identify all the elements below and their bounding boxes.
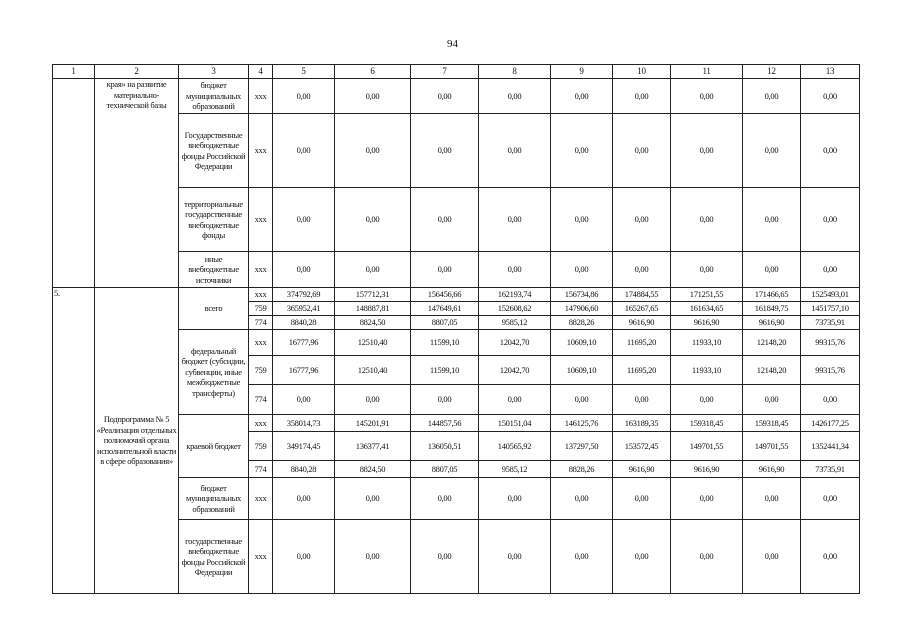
value-cell: 8807,05 xyxy=(411,316,479,330)
value-cell: 12148,20 xyxy=(743,356,801,385)
value-cell: 0,00 xyxy=(411,478,479,520)
value-cell: 0,00 xyxy=(411,114,479,188)
code-cell: ххх xyxy=(249,330,273,356)
code-cell: 774 xyxy=(249,461,273,478)
value-cell: 0,00 xyxy=(671,520,743,594)
funding-source: краевой бюджет xyxy=(179,415,249,478)
value-cell: 0,00 xyxy=(335,188,411,252)
value-cell: 0,00 xyxy=(801,79,860,114)
value-cell: 16777,96 xyxy=(273,356,335,385)
column-header: 12 xyxy=(743,65,801,79)
value-cell: 9585,12 xyxy=(479,316,551,330)
value-cell: 156734,86 xyxy=(551,288,613,302)
value-cell: 0,00 xyxy=(411,520,479,594)
page-number: 94 xyxy=(447,38,458,50)
value-cell: 137297,50 xyxy=(551,432,613,461)
value-cell: 0,00 xyxy=(551,79,613,114)
program-name: Подпрограмма № 5 «Реализация отдельных полномочий органа исполнительной власти в сфере образования» xyxy=(95,288,179,594)
value-cell: 0,00 xyxy=(743,79,801,114)
funding-source: Государственные внебюджетные фонды Российской Федерации xyxy=(179,114,249,188)
value-cell: 0,00 xyxy=(273,114,335,188)
value-cell: 0,00 xyxy=(335,252,411,288)
value-cell: 159318,45 xyxy=(671,415,743,432)
value-cell: 149701,55 xyxy=(743,432,801,461)
value-cell: 165267,65 xyxy=(613,302,671,316)
value-cell: 11599,10 xyxy=(411,356,479,385)
value-cell: 1352441,34 xyxy=(801,432,860,461)
value-cell: 148887,81 xyxy=(335,302,411,316)
value-cell: 161634,65 xyxy=(671,302,743,316)
funding-source: всего xyxy=(179,288,249,330)
funding-source: иные внебюджетные источники xyxy=(179,252,249,288)
column-header: 10 xyxy=(613,65,671,79)
code-cell: 759 xyxy=(249,356,273,385)
value-cell: 12042,70 xyxy=(479,356,551,385)
code-cell: 759 xyxy=(249,302,273,316)
code-cell: ххх xyxy=(249,478,273,520)
column-header: 8 xyxy=(479,65,551,79)
value-cell: 0,00 xyxy=(743,252,801,288)
row-number-cell: 5. xyxy=(53,288,95,594)
value-cell: 8824,50 xyxy=(335,316,411,330)
value-cell: 140565,92 xyxy=(479,432,551,461)
value-cell: 99315,76 xyxy=(801,330,860,356)
value-cell: 365952,41 xyxy=(273,302,335,316)
value-cell: 0,00 xyxy=(335,79,411,114)
value-cell: 0,00 xyxy=(743,114,801,188)
row-number-cell xyxy=(53,79,95,288)
code-cell: ххх xyxy=(249,79,273,114)
value-cell: 8840,28 xyxy=(273,461,335,478)
value-cell: 0,00 xyxy=(743,520,801,594)
code-cell: ххх xyxy=(249,252,273,288)
value-cell: 8840,28 xyxy=(273,316,335,330)
value-cell: 1525493,01 xyxy=(801,288,860,302)
column-header: 13 xyxy=(801,65,860,79)
value-cell: 0,00 xyxy=(411,385,479,415)
value-cell: 0,00 xyxy=(801,188,860,252)
value-cell: 0,00 xyxy=(613,114,671,188)
value-cell: 11695,20 xyxy=(613,330,671,356)
value-cell: 9616,90 xyxy=(743,316,801,330)
column-header: 3 xyxy=(179,65,249,79)
value-cell: 0,00 xyxy=(551,478,613,520)
value-cell: 0,00 xyxy=(743,385,801,415)
code-cell: ххх xyxy=(249,415,273,432)
value-cell: 12042,70 xyxy=(479,330,551,356)
value-cell: 136377,41 xyxy=(335,432,411,461)
value-cell: 73735,91 xyxy=(801,316,860,330)
code-cell: 774 xyxy=(249,385,273,415)
value-cell: 9585,12 xyxy=(479,461,551,478)
value-cell: 146125,76 xyxy=(551,415,613,432)
value-cell: 0,00 xyxy=(671,478,743,520)
value-cell: 0,00 xyxy=(613,188,671,252)
value-cell: 1426177,25 xyxy=(801,415,860,432)
budget-table xyxy=(52,64,860,594)
value-cell: 0,00 xyxy=(335,385,411,415)
value-cell: 9616,90 xyxy=(613,461,671,478)
value-cell: 9616,90 xyxy=(613,316,671,330)
funding-source: бюджет муниципальных образований xyxy=(179,478,249,520)
value-cell: 0,00 xyxy=(613,79,671,114)
value-cell: 0,00 xyxy=(551,520,613,594)
value-cell: 147906,60 xyxy=(551,302,613,316)
value-cell: 10609,10 xyxy=(551,330,613,356)
value-cell: 0,00 xyxy=(743,478,801,520)
value-cell: 9616,90 xyxy=(671,316,743,330)
code-cell: ххх xyxy=(249,188,273,252)
value-cell: 11933,10 xyxy=(671,330,743,356)
value-cell: 73735,91 xyxy=(801,461,860,478)
code-cell: 774 xyxy=(249,316,273,330)
value-cell: 136050,51 xyxy=(411,432,479,461)
value-cell: 0,00 xyxy=(479,520,551,594)
value-cell: 0,00 xyxy=(551,188,613,252)
value-cell: 9616,90 xyxy=(671,461,743,478)
value-cell: 0,00 xyxy=(335,114,411,188)
value-cell: 0,00 xyxy=(671,252,743,288)
value-cell: 150151,04 xyxy=(479,415,551,432)
value-cell: 0,00 xyxy=(671,385,743,415)
value-cell: 11695,20 xyxy=(613,356,671,385)
value-cell: 0,00 xyxy=(551,252,613,288)
value-cell: 0,00 xyxy=(801,385,860,415)
column-header: 11 xyxy=(671,65,743,79)
value-cell: 145201,91 xyxy=(335,415,411,432)
value-cell: 8807,05 xyxy=(411,461,479,478)
value-cell: 0,00 xyxy=(479,385,551,415)
funding-source: бюджет муниципальных образований xyxy=(179,79,249,114)
value-cell: 11933,10 xyxy=(671,356,743,385)
value-cell: 0,00 xyxy=(273,520,335,594)
value-cell: 152608,62 xyxy=(479,302,551,316)
value-cell: 157712,31 xyxy=(335,288,411,302)
value-cell: 0,00 xyxy=(801,252,860,288)
value-cell: 162193,74 xyxy=(479,288,551,302)
header-row xyxy=(53,65,860,79)
value-cell: 0,00 xyxy=(273,188,335,252)
value-cell: 161849,75 xyxy=(743,302,801,316)
value-cell: 0,00 xyxy=(551,385,613,415)
value-cell: 8828,26 xyxy=(551,316,613,330)
code-cell: ххх xyxy=(249,520,273,594)
value-cell: 0,00 xyxy=(273,79,335,114)
value-cell: 0,00 xyxy=(801,520,860,594)
value-cell: 0,00 xyxy=(411,188,479,252)
value-cell: 0,00 xyxy=(613,385,671,415)
value-cell: 9616,90 xyxy=(743,461,801,478)
value-cell: 11599,10 xyxy=(411,330,479,356)
funding-source: федеральный бюджет (субсидии, субвенции, иные межбюджетные трансферты) xyxy=(179,330,249,415)
value-cell: 156456,66 xyxy=(411,288,479,302)
value-cell: 0,00 xyxy=(479,188,551,252)
value-cell: 0,00 xyxy=(613,478,671,520)
value-cell: 0,00 xyxy=(335,520,411,594)
value-cell: 349174,45 xyxy=(273,432,335,461)
value-cell: 0,00 xyxy=(273,252,335,288)
value-cell: 0,00 xyxy=(551,114,613,188)
value-cell: 8828,26 xyxy=(551,461,613,478)
value-cell: 171466,65 xyxy=(743,288,801,302)
value-cell: 0,00 xyxy=(335,478,411,520)
funding-source: государственные внебюджетные фонды Российской Федерации xyxy=(179,520,249,594)
value-cell: 99315,76 xyxy=(801,356,860,385)
code-cell: ххх xyxy=(249,114,273,188)
value-cell: 0,00 xyxy=(743,188,801,252)
value-cell: 16777,96 xyxy=(273,330,335,356)
table-row xyxy=(53,79,860,114)
value-cell: 1451757,10 xyxy=(801,302,860,316)
column-header: 6 xyxy=(335,65,411,79)
value-cell: 174884,55 xyxy=(613,288,671,302)
value-cell: 0,00 xyxy=(613,252,671,288)
value-cell: 0,00 xyxy=(411,252,479,288)
value-cell: 0,00 xyxy=(479,252,551,288)
value-cell: 358014,73 xyxy=(273,415,335,432)
value-cell: 0,00 xyxy=(671,114,743,188)
code-cell: 759 xyxy=(249,432,273,461)
column-header: 2 xyxy=(95,65,179,79)
value-cell: 163189,35 xyxy=(613,415,671,432)
value-cell: 12510,40 xyxy=(335,330,411,356)
value-cell: 0,00 xyxy=(273,478,335,520)
value-cell: 171251,55 xyxy=(671,288,743,302)
funding-source: территориальные государственные внебюджетные фонды xyxy=(179,188,249,252)
value-cell: 147649,61 xyxy=(411,302,479,316)
value-cell: 0,00 xyxy=(671,79,743,114)
value-cell: 0,00 xyxy=(671,188,743,252)
value-cell: 374792,69 xyxy=(273,288,335,302)
column-header: 7 xyxy=(411,65,479,79)
value-cell: 0,00 xyxy=(479,114,551,188)
column-header: 9 xyxy=(551,65,613,79)
value-cell: 12148,20 xyxy=(743,330,801,356)
value-cell: 0,00 xyxy=(801,114,860,188)
value-cell: 159318,45 xyxy=(743,415,801,432)
value-cell: 0,00 xyxy=(801,478,860,520)
value-cell: 0,00 xyxy=(479,79,551,114)
value-cell: 0,00 xyxy=(411,79,479,114)
value-cell: 8824,50 xyxy=(335,461,411,478)
value-cell: 149701,55 xyxy=(671,432,743,461)
program-name: края» на развитие материально-технической базы xyxy=(95,79,179,288)
column-header: 1 xyxy=(53,65,95,79)
column-header: 4 xyxy=(249,65,273,79)
table-row xyxy=(53,288,860,302)
value-cell: 0,00 xyxy=(479,478,551,520)
code-cell: ххх xyxy=(249,288,273,302)
value-cell: 153572,45 xyxy=(613,432,671,461)
column-header: 5 xyxy=(273,65,335,79)
value-cell: 0,00 xyxy=(613,520,671,594)
value-cell: 144857,56 xyxy=(411,415,479,432)
value-cell: 0,00 xyxy=(273,385,335,415)
value-cell: 12510,40 xyxy=(335,356,411,385)
value-cell: 10609,10 xyxy=(551,356,613,385)
